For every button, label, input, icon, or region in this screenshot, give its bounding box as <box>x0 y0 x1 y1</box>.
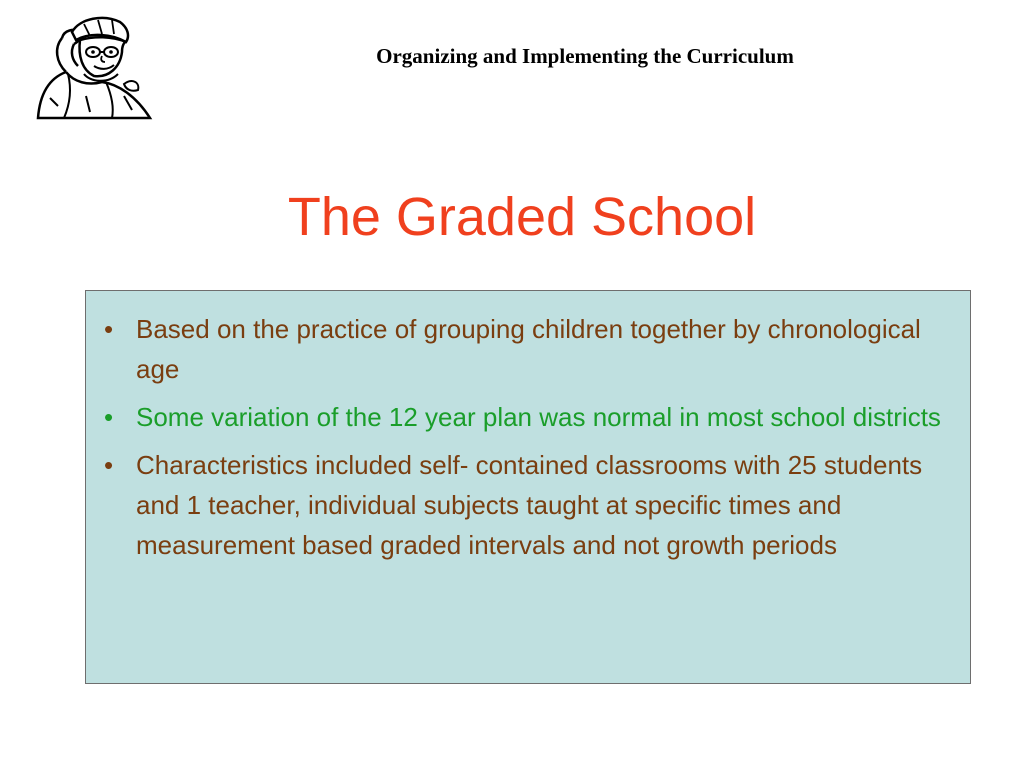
bullet-item-3 <box>98 445 956 565</box>
content-box <box>85 290 971 684</box>
bullet-text: Based on the practice of grouping children together by chronological age <box>136 314 921 384</box>
bullet-text: Characteristics included self- contained classrooms with 25 students and 1 teacher, individual subjects taught at specific times and measurement based graded intervals and not growth periods <box>136 450 923 560</box>
header-title: Organizing and Implementing the Curriculum <box>376 44 794 68</box>
bullet-dot: • <box>104 314 114 344</box>
slide-title: The Graded School <box>287 187 757 247</box>
bullet-list <box>98 309 956 565</box>
bullet-item-1 <box>98 309 956 389</box>
thinking-teacher-clipart-icon <box>28 12 160 120</box>
bullet-text: Some variation of the 12 year plan was normal in most school districts <box>136 402 941 432</box>
bullet-dot: • <box>104 402 114 432</box>
bullet-dot: • <box>104 450 114 480</box>
bullet-item-2 <box>98 397 956 437</box>
